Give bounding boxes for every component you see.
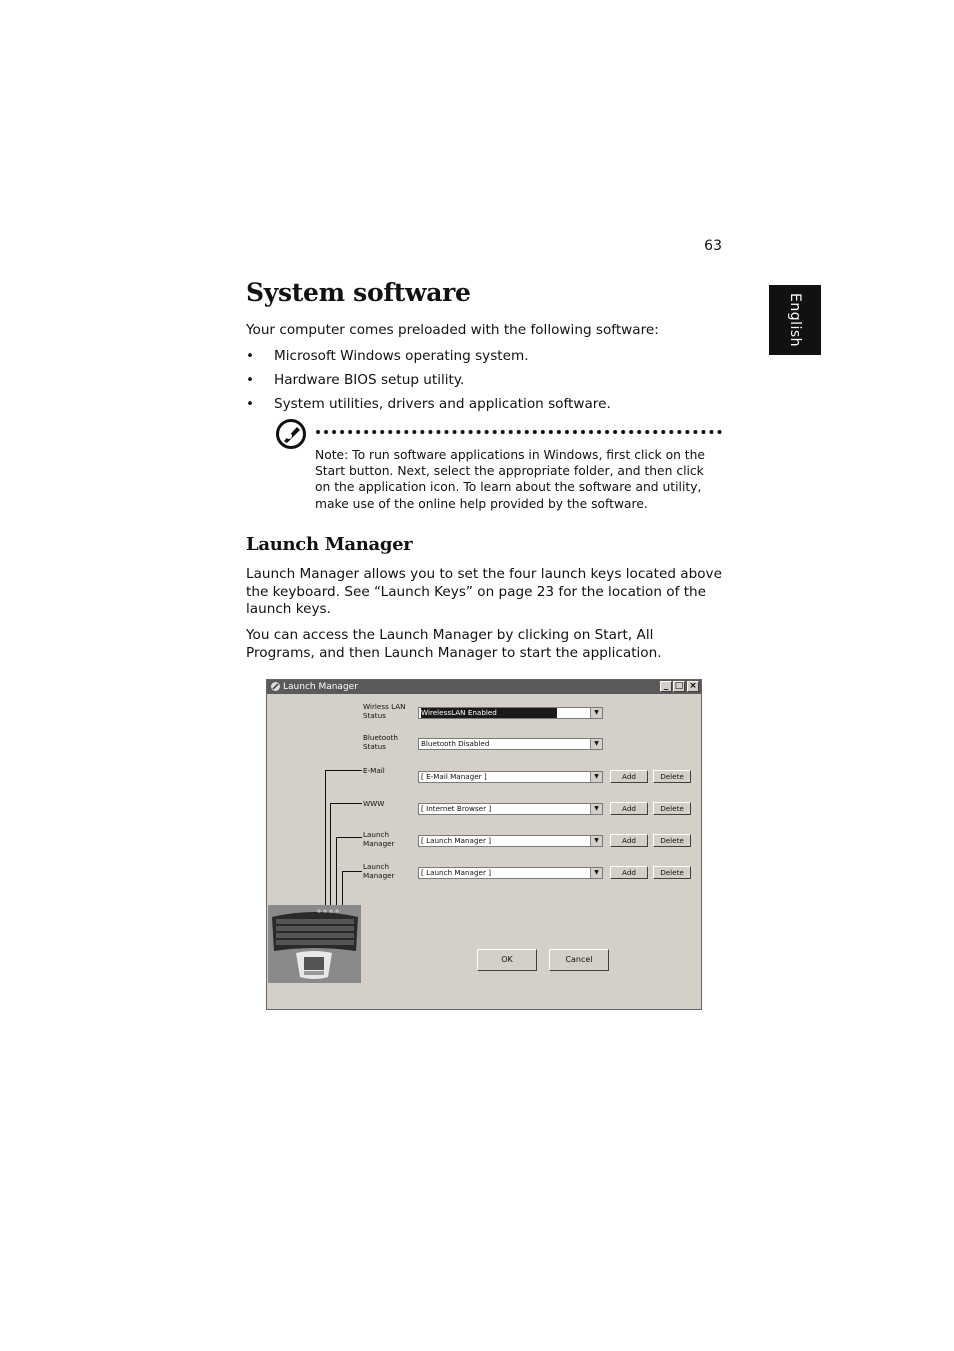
leader-line bbox=[325, 770, 326, 910]
note-text: Note: To run software applications in Windows, first click on the Start button. Next, select the appropriate folder, and then click on the application icon. To learn about the software and utility, make use of the online help provided by the software. bbox=[315, 448, 705, 511]
cancel-button[interactable]: Cancel bbox=[549, 949, 609, 971]
bullet-text: System utilities, drivers and application software. bbox=[274, 396, 611, 412]
page-title: System software bbox=[246, 278, 471, 307]
ok-button[interactable]: OK bbox=[477, 949, 537, 971]
bullet-text: Hardware BIOS setup utility. bbox=[274, 372, 465, 388]
bullet-dot: • bbox=[246, 348, 255, 364]
bullet-item bbox=[246, 372, 464, 389]
www-select[interactable] bbox=[418, 803, 603, 815]
language-tab bbox=[769, 285, 821, 355]
email-select[interactable] bbox=[418, 771, 603, 783]
bluetooth-select[interactable] bbox=[418, 738, 603, 750]
launch-manager-2-add-button[interactable]: Add bbox=[610, 866, 648, 879]
maximize-icon[interactable]: □ bbox=[674, 681, 684, 691]
launch-manager-2-label: Launch Manager bbox=[363, 862, 395, 880]
minimize-icon[interactable]: _ bbox=[660, 681, 672, 692]
bullet-dot: • bbox=[246, 396, 255, 412]
launch-manager-1-value: [ Launch Manager ] bbox=[421, 836, 491, 845]
launch-manager-1-label: Launch Manager bbox=[363, 830, 395, 848]
email-delete-button[interactable]: Delete bbox=[653, 770, 691, 783]
bullet-item bbox=[246, 348, 529, 365]
leader-line bbox=[342, 871, 362, 872]
window-title: Launch Manager bbox=[283, 682, 358, 692]
language-tab-label: English bbox=[787, 292, 803, 348]
launch-manager-1-select[interactable] bbox=[418, 835, 603, 847]
wireless-lan-select[interactable] bbox=[418, 707, 603, 719]
www-label: WWW bbox=[363, 799, 385, 808]
page-number: 63 bbox=[704, 238, 722, 254]
chevron-down-icon[interactable]: ▼ bbox=[590, 772, 602, 782]
email-label: E-Mail bbox=[363, 766, 385, 775]
bluetooth-value: Bluetooth Disabled bbox=[421, 739, 490, 748]
email-add-button[interactable]: Add bbox=[610, 770, 648, 783]
chevron-down-icon[interactable]: ▼ bbox=[590, 836, 602, 846]
wireless-lan-value: WirelessLAN Enabled bbox=[421, 708, 557, 718]
keyboard-image bbox=[268, 905, 361, 983]
chevron-down-icon[interactable]: ▼ bbox=[590, 739, 602, 749]
www-add-button[interactable]: Add bbox=[610, 802, 648, 815]
app-icon bbox=[270, 681, 281, 692]
launch-manager-2-select[interactable] bbox=[418, 867, 603, 879]
paragraph-2: You can access the Launch Manager by clicking on Start, All Programs, and then Launch Manager to start the application. bbox=[246, 627, 662, 661]
wireless-lan-label: Wirless LAN Status bbox=[363, 702, 406, 720]
intro-text: Your computer comes preloaded with the following software: bbox=[246, 322, 659, 338]
leader-line bbox=[336, 837, 362, 838]
launch-manager-1-add-button[interactable]: Add bbox=[610, 834, 648, 847]
close-icon[interactable]: × bbox=[687, 681, 699, 692]
www-value: [ Internet Browser ] bbox=[421, 804, 492, 813]
launch-manager-2-value: [ Launch Manager ] bbox=[421, 868, 491, 877]
chevron-down-icon[interactable]: ▼ bbox=[590, 804, 602, 814]
leader-line bbox=[330, 803, 331, 910]
keyboard-illustration bbox=[268, 905, 361, 983]
note-icon bbox=[275, 418, 307, 450]
chevron-down-icon[interactable]: ▼ bbox=[590, 708, 602, 718]
section-heading: Launch Manager bbox=[246, 534, 413, 555]
bullet-text: Microsoft Windows operating system. bbox=[274, 348, 529, 364]
launch-manager-2-delete-button[interactable]: Delete bbox=[653, 866, 691, 879]
note-divider bbox=[316, 430, 722, 434]
launch-manager-window bbox=[266, 679, 702, 1010]
bluetooth-label: Bluetooth Status bbox=[363, 733, 398, 751]
leader-line bbox=[336, 837, 337, 910]
bullet-dot: • bbox=[246, 372, 255, 388]
window-titlebar bbox=[267, 680, 701, 694]
chevron-down-icon[interactable]: ▼ bbox=[590, 868, 602, 878]
bullet-item bbox=[246, 396, 611, 413]
paragraph-1: Launch Manager allows you to set the four launch keys located above the keyboard. See “Launch Keys” on page 23 for the location of the launch keys. bbox=[246, 566, 722, 617]
leader-line bbox=[330, 803, 362, 804]
www-delete-button[interactable]: Delete bbox=[653, 802, 691, 815]
launch-manager-1-delete-button[interactable]: Delete bbox=[653, 834, 691, 847]
leader-line bbox=[325, 770, 362, 771]
email-value: [ E-Mail Manager ] bbox=[421, 772, 487, 781]
